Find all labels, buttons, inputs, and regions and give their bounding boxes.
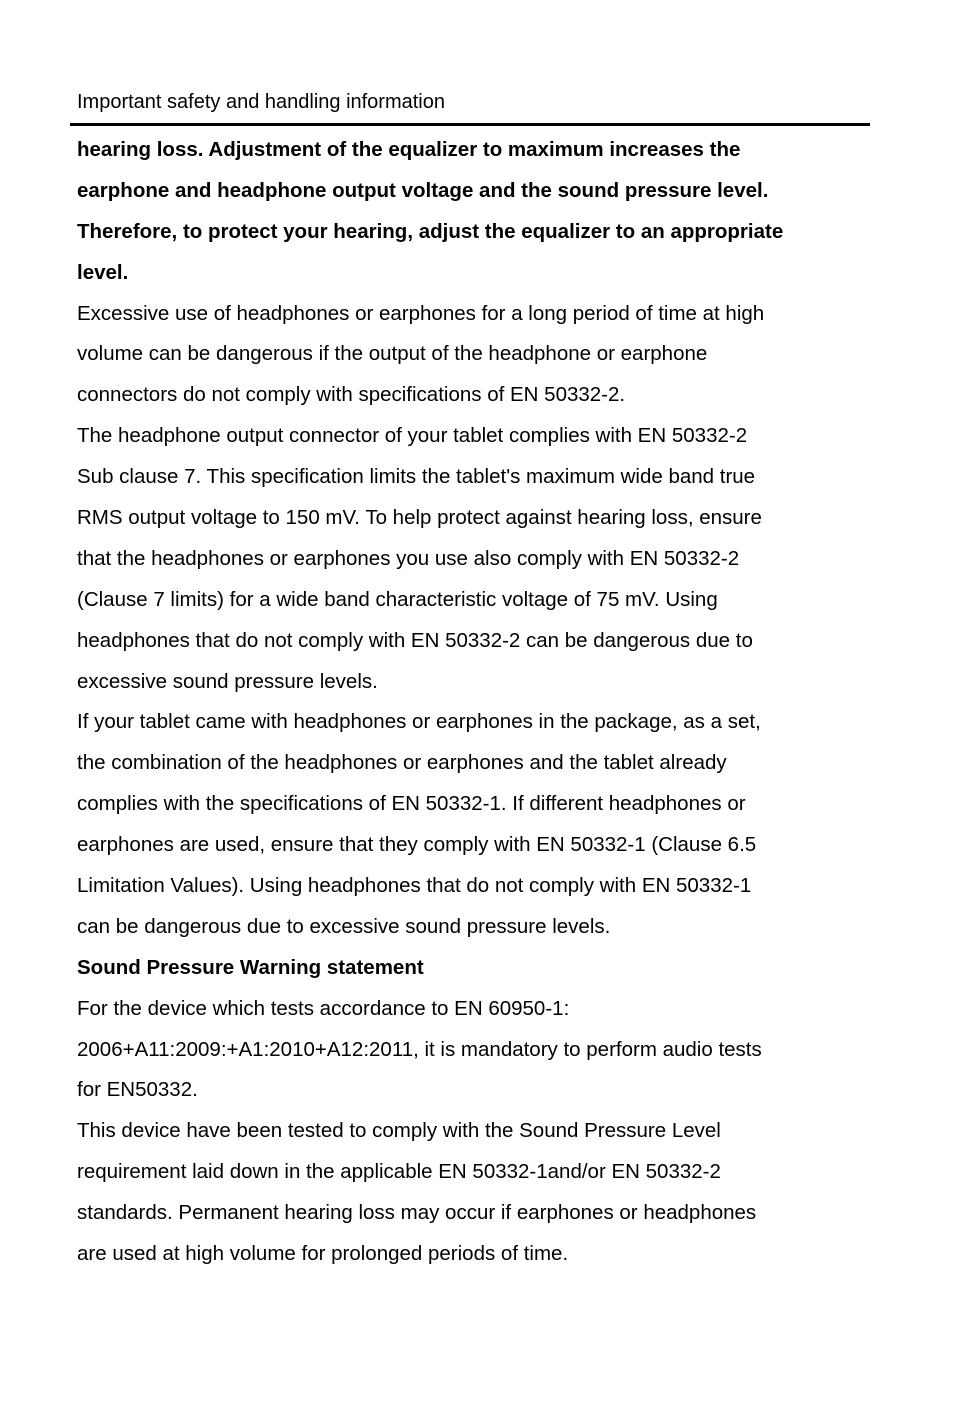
paragraph-line: Limitation Values). Using headphones that do not comply with EN 50332-1 xyxy=(77,874,752,898)
paragraph-line: 2006+A11:2009:+A1:2010+A12:2011, it is mandatory to perform audio tests xyxy=(77,1037,762,1061)
paragraph-line: that the headphones or earphones you use also comply with EN 50332-2 xyxy=(77,546,740,570)
paragraph-line: If your tablet came with headphones or earphones in the package, as a set, xyxy=(77,710,761,734)
paragraph-line: standards. Permanent hearing loss may occur if earphones or headphones xyxy=(77,1201,757,1225)
document-body xyxy=(77,130,877,1275)
paragraph-spl-compliance xyxy=(77,1111,877,1275)
paragraph-line: complies with the specifications of EN 50332-1. If different headphones or xyxy=(77,792,746,816)
paragraph-line: RMS output voltage to 150 mV. To help protect against hearing loss, ensure xyxy=(77,506,762,530)
paragraph-line: For the device which tests accordance to EN 60950-1: xyxy=(77,996,570,1020)
paragraph-line: (Clause 7 limits) for a wide band characteristic voltage of 75 mV. Using xyxy=(77,587,718,611)
page-header-title: Important safety and handling information xyxy=(77,91,445,113)
paragraph-line: for EN50332. xyxy=(77,1078,198,1102)
paragraph-line: excessive sound pressure levels. xyxy=(77,669,378,693)
section-heading: Sound Pressure Warning statement xyxy=(77,955,424,979)
paragraph-line: This device have been tested to comply with the Sound Pressure Level xyxy=(77,1119,721,1143)
warning-line: hearing loss. Adjustment of the equalizer to maximum increases the xyxy=(77,138,741,161)
warning-line: Therefore, to protect your hearing, adjust the equalizer to an appropriate xyxy=(77,219,784,243)
paragraph-excessive-use xyxy=(77,294,877,417)
warning-paragraph xyxy=(77,130,877,294)
paragraph-line: Sub clause 7. This specification limits the tablet's maximum wide band true xyxy=(77,465,756,489)
paragraph-line: Excessive use of headphones or earphones for a long period of time at high xyxy=(77,301,765,325)
paragraph-line: are used at high volume for prolonged periods of time. xyxy=(77,1242,569,1266)
paragraph-line: volume can be dangerous if the output of the headphone or earphone xyxy=(77,342,708,366)
paragraph-line: requirement laid down in the applicable EN 50332-1and/or EN 50332-2 xyxy=(77,1160,721,1184)
paragraph-line: the combination of the headphones or earphones and the tablet already xyxy=(77,751,727,775)
warning-line: level. xyxy=(77,260,129,284)
paragraph-line: connectors do not comply with specifications of EN 50332-2. xyxy=(77,383,626,407)
paragraph-package-set xyxy=(77,702,877,947)
paragraph-test-accordance xyxy=(77,989,877,1112)
header-divider xyxy=(70,123,870,126)
paragraph-line: can be dangerous due to excessive sound pressure levels. xyxy=(77,914,611,938)
paragraph-line: headphones that do not comply with EN 50332-2 can be dangerous due to xyxy=(77,628,753,652)
warning-line: earphone and headphone output voltage and the sound pressure level. xyxy=(77,178,769,202)
paragraph-line: The headphone output connector of your tablet complies with EN 50332-2 xyxy=(77,424,748,448)
paragraph-line: earphones are used, ensure that they comply with EN 50332-1 (Clause 6.5 xyxy=(77,833,757,857)
paragraph-output-connector xyxy=(77,416,877,702)
